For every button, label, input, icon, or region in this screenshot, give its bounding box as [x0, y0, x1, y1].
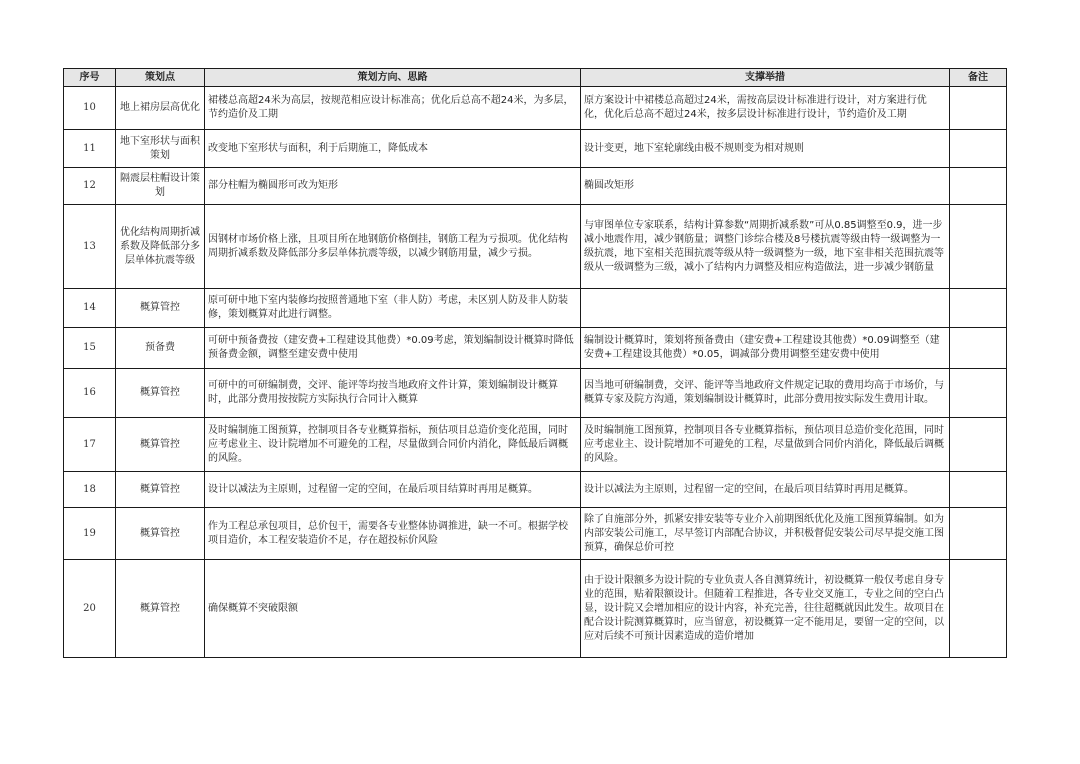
- table-row: [64, 205, 1007, 289]
- row-index: 14: [64, 289, 116, 328]
- table-row: [64, 472, 1007, 508]
- header-notes: 备注: [950, 69, 1007, 87]
- row-notes: [950, 369, 1007, 418]
- row-index: 19: [64, 508, 116, 560]
- row-direction: 改变地下室形状与面积，利于后期施工，降低成本: [205, 130, 581, 168]
- table-row: [64, 87, 1007, 130]
- row-measures: 与审图单位专家联系，结构计算参数“周期折减系数”可从0.85调整至0.9，进一步减小地震作用，减少钢筋量；调整门诊综合楼及8号楼抗震等级由特一级调整为一级抗震，地下室相关范围抗震等级从特一级调整为一级，地下室非相关范围抗震等级从一级调整为三级，减小了结构内力调整及相应构造做法，进一步减少钢筋量: [581, 205, 950, 289]
- row-planning-point: 预备费: [116, 328, 205, 369]
- planning-table: [63, 68, 1007, 658]
- row-index: 20: [64, 560, 116, 658]
- row-notes: [950, 508, 1007, 560]
- row-measures: [581, 289, 950, 328]
- row-measures: 设计以减法为主原则，过程留一定的空间，在最后项目结算时再用足概算。: [581, 472, 950, 508]
- header-planning-point: 策划点: [116, 69, 205, 87]
- table-row: [64, 328, 1007, 369]
- row-measures: 因当地可研编制费，交评、能评等当地政府文件规定记取的费用均高于市场价，与概算专家及院方沟通，策划编制设计概算时，此部分费用按实际发生费用计取。: [581, 369, 950, 418]
- row-notes: [950, 168, 1007, 205]
- row-notes: [950, 328, 1007, 369]
- header-direction: 策划方向、思路: [205, 69, 581, 87]
- row-notes: [950, 418, 1007, 472]
- table-row: [64, 369, 1007, 418]
- row-planning-point: 地上裙房层高优化: [116, 87, 205, 130]
- row-direction: 原可研中地下室内装修均按照普通地下室（非人防）考虑，未区别人防及非人防装修，策划概算对此进行调整。: [205, 289, 581, 328]
- row-direction: 部分柱帽为椭圆形可改为矩形: [205, 168, 581, 205]
- row-index: 11: [64, 130, 116, 168]
- row-direction: 作为工程总承包项目，总价包干，需要各专业整体协调推进，缺一不可。根据学校项目造价，本工程安装造价不足，存在超投标价风险: [205, 508, 581, 560]
- table-row: [64, 289, 1007, 328]
- row-index: 10: [64, 87, 116, 130]
- row-planning-point: 概算管控: [116, 472, 205, 508]
- table-row: [64, 560, 1007, 658]
- row-direction: 因钢材市场价格上涨，且项目所在地钢筋价格倒挂，钢筋工程为亏损项。优化结构周期折减系数及降低部分多层单体抗震等级，以减少钢筋用量，减少亏损。: [205, 205, 581, 289]
- row-planning-point: 概算管控: [116, 289, 205, 328]
- row-direction: 可研中的可研编制费，交评、能评等均按当地政府文件计算，策划编制设计概算时，此部分费用按按院方实际执行合同计入概算: [205, 369, 581, 418]
- row-notes: [950, 87, 1007, 130]
- table-row: [64, 418, 1007, 472]
- row-measures: 编制设计概算时，策划将预备费由（建安费+工程建设其他费）*0.09调整至（建安费+工程建设其他费）*0.05，调减部分费用调整至建安费中使用: [581, 328, 950, 369]
- table-row: [64, 508, 1007, 560]
- row-planning-point: 概算管控: [116, 508, 205, 560]
- row-direction: 裙楼总高超24米为高层，按规范相应设计标准高；优化后总高不超24米，为多层，节约造价及工期: [205, 87, 581, 130]
- row-index: 18: [64, 472, 116, 508]
- row-measures: 及时编制施工图预算，控制项目各专业概算指标，预估项目总造价变化范围，同时应考虑业主、设计院增加不可避免的工程，尽量做到合同价内消化，降低最后调概的风险。: [581, 418, 950, 472]
- table-header-row: [64, 69, 1007, 87]
- row-notes: [950, 560, 1007, 658]
- row-notes: [950, 289, 1007, 328]
- row-direction: 确保概算不突破限额: [205, 560, 581, 658]
- table-row: [64, 168, 1007, 205]
- row-planning-point: 隔震层柱帽设计策划: [116, 168, 205, 205]
- row-index: 17: [64, 418, 116, 472]
- row-planning-point: 地下室形状与面积策划: [116, 130, 205, 168]
- row-measures: 除了自施部分外，抓紧安排安装等专业介入前期图纸优化及施工图预算编制。如为内部安装公司施工，尽早签订内部配合协议，并积极督促安装公司尽早提交施工图预算，确保总价可控: [581, 508, 950, 560]
- row-measures: 设计变更，地下室轮廓线由极不规则变为相对规则: [581, 130, 950, 168]
- row-measures: 由于设计限额多为设计院的专业负责人各自测算统计，初设概算一般仅考虑自身专业的范围，贴着限额设计。但随着工程推进，各专业交叉施工，专业之间的空白凸显，设计院又会增加相应的设计内容，补充完善，往往超概就因此发生。故项目在配合设计院测算概算时，应当留意，初设概算一定不能用足，要留一定的空间，以应对后续不可预计因素造成的造价增加: [581, 560, 950, 658]
- row-planning-point: 概算管控: [116, 418, 205, 472]
- row-index: 16: [64, 369, 116, 418]
- row-notes: [950, 130, 1007, 168]
- table-row: [64, 130, 1007, 168]
- row-notes: [950, 472, 1007, 508]
- header-measures: 支撑举措: [581, 69, 950, 87]
- row-planning-point: 概算管控: [116, 560, 205, 658]
- row-planning-point: 优化结构周期折减系数及降低部分多层单体抗震等级: [116, 205, 205, 289]
- row-index: 15: [64, 328, 116, 369]
- row-direction: 及时编制施工图预算，控制项目各专业概算指标，预估项目总造价变化范围，同时应考虑业主、设计院增加不可避免的工程，尽量做到合同价内消化，降低最后调概的风险。: [205, 418, 581, 472]
- row-direction: 设计以减法为主原则，过程留一定的空间，在最后项目结算时再用足概算。: [205, 472, 581, 508]
- row-index: 12: [64, 168, 116, 205]
- planning-table-sheet: [63, 68, 1006, 658]
- row-direction: 可研中预备费按（建安费+工程建设其他费）*0.09考虑，策划编制设计概算时降低预备费金额，调整至建安费中使用: [205, 328, 581, 369]
- row-notes: [950, 205, 1007, 289]
- row-planning-point: 概算管控: [116, 369, 205, 418]
- row-measures: 原方案设计中裙楼总高超过24米，需按高层设计标准进行设计，对方案进行优化，优化后总高不超过24米，按多层设计标准进行设计，节约造价及工期: [581, 87, 950, 130]
- row-index: 13: [64, 205, 116, 289]
- header-index: 序号: [64, 69, 116, 87]
- row-measures: 椭圆改矩形: [581, 168, 950, 205]
